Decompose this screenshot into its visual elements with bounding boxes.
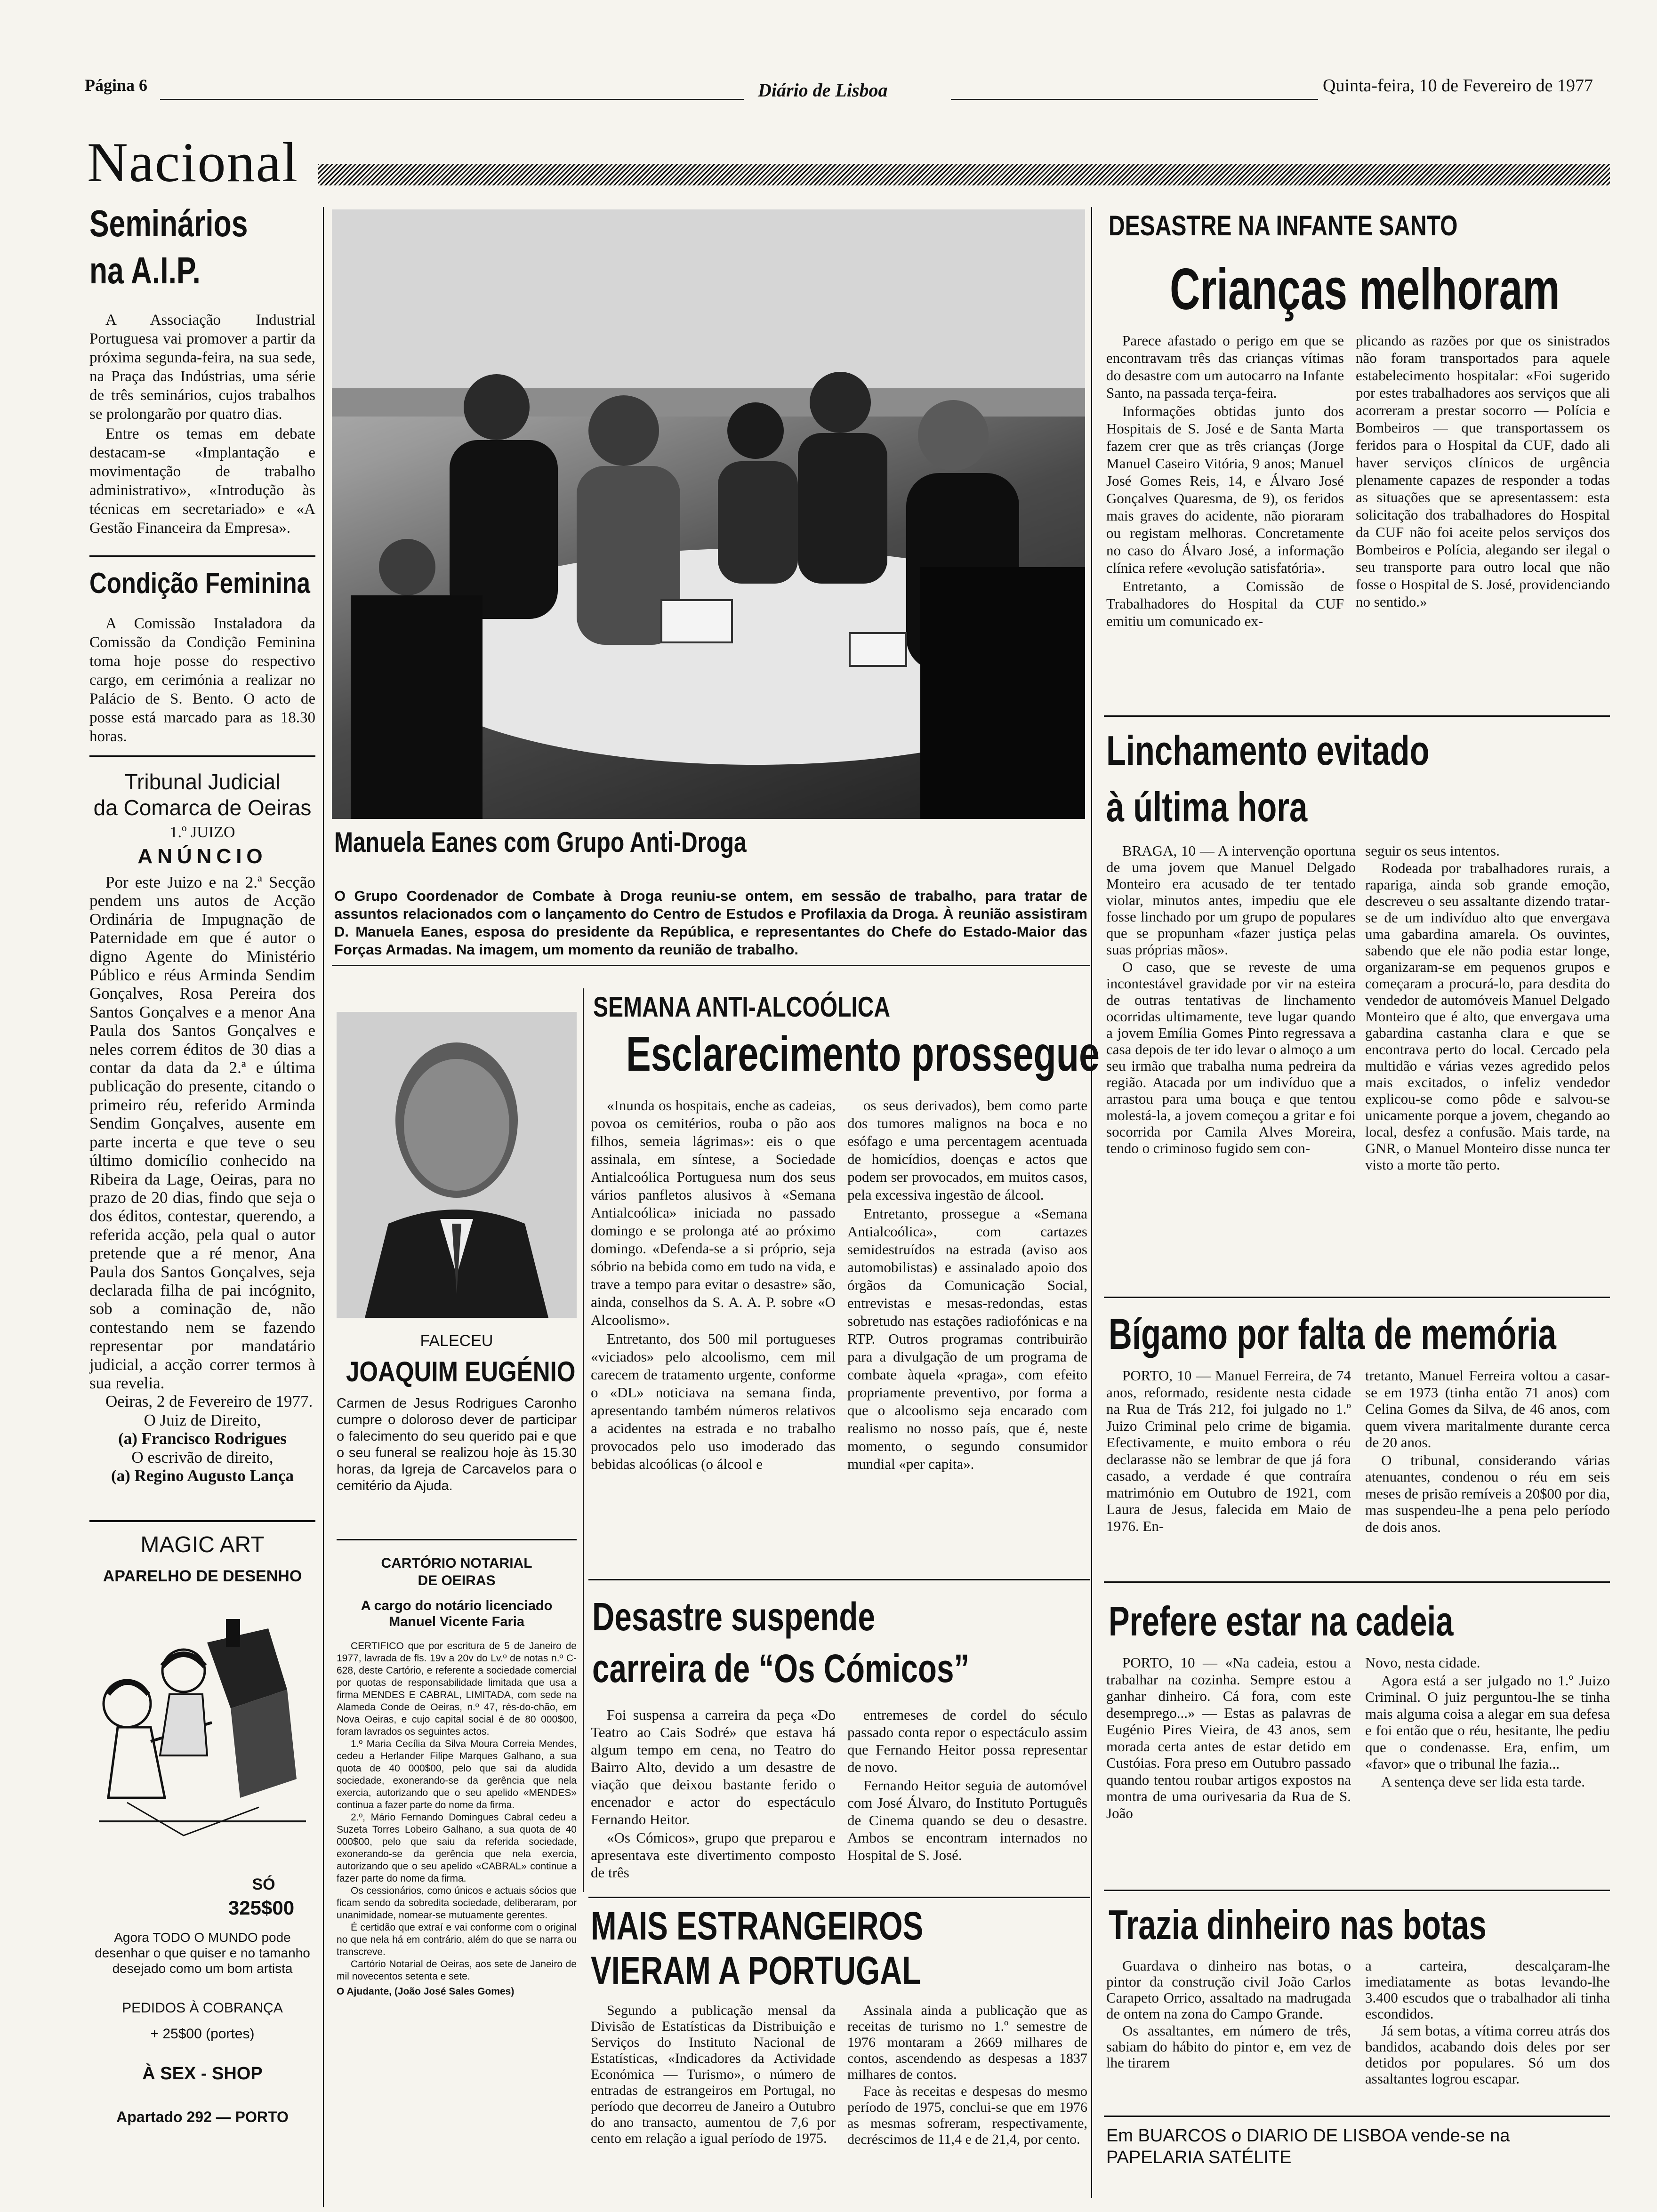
seminarios-body bbox=[89, 311, 315, 538]
masthead-rule-left bbox=[160, 99, 744, 100]
column-rule-3 bbox=[1091, 207, 1092, 2198]
tribunal-paragraph: Por este Juizo e na 2.ª Secção pendem uns autos de Acção Ordinária de Impugnação de Paternidade em que é autor o digno Agente do Ministério Público e réus Arminda Sendim Gonçalves, Rosa Pereira dos Santos Gonçalves e a menor Ana Paula dos Santos Gonçalves e neles correm éditos de 30 dias a contar da data da 2.ª e última publicação do presente, citando o primeiro réu, referido Arminda Sendim Gonçalves, ausente em parte incerta e que teve o seu último domicílio conhecido na Ribeira da Lage, Oeiras, para no prazo de 20 dias, findo que seja o dos éditos, contestar, querendo, a referida acção, pela qual o autor pretende que a ré menor, Ana Paula dos Santos Gonçalves, seja declarada filha de pai incógnito, sob a cominação de, não contestando nem se fazendo representar por mandatário judicial, a acção correr termos à sua revelia. bbox=[89, 873, 315, 1392]
bigamo-col1 bbox=[1106, 1367, 1351, 1535]
tribunal-date: Oeiras, 2 de Fevereiro de 1977. bbox=[105, 1392, 313, 1411]
comicos-paragraph: Fernando Heitor seguia de automóvel com José Álvaro, do Instituto Português de Cinema quando se deu o desastre. Ambos se encontram internados no Hospital de S. José. bbox=[847, 1777, 1087, 1863]
linchamento-headline-2: à última hora bbox=[1106, 784, 1308, 830]
section-title: Nacional bbox=[87, 131, 299, 193]
ad-shop: À SEX - SHOP bbox=[142, 2064, 263, 2084]
meeting-photo bbox=[332, 209, 1085, 819]
masthead-date: Quinta-feira, 10 de Fevereiro de 1977 bbox=[1323, 76, 1593, 96]
semana-paragraph: Entretanto, dos 500 mil portugueses «viciados» pelo alcoolismo, cem mil carecem de tratamento urgente, conforme o «DL» noticiava na semana finda, apresentando também números relativos a acidentes na estrada e no trabalho provocados pelo uso imoderado das bebidas alcoólicas (o álcool e bbox=[591, 1330, 836, 1472]
tribunal-juizo: 1.º JUIZO bbox=[169, 824, 235, 841]
infante-col1 bbox=[1106, 332, 1344, 631]
botas-headline: Trazia dinheiro nas botas bbox=[1109, 1901, 1487, 1948]
botas-paragraph: a carteira, descalçaram-lhe imediatamente as botas levando-lhe 3.400 escudos que o trabalhador ali tinha escondidos. bbox=[1365, 1957, 1610, 2022]
seminarios-headline-1: Seminários bbox=[89, 202, 248, 244]
seminarios-paragraph: A Associação Industrial Portuguesa vai promover a partir da próxima segunda-feira, na sua sede, na Praça das Indústrias, uma série de três seminários, cujos trabalhos se prolongarão por quatro dias. bbox=[89, 312, 315, 423]
footer-notice: Em BUARCOS o DIARIO DE LISBOA vende-se na PAPELARIA SATÉLITE bbox=[1106, 2126, 1510, 2167]
divider-photo bbox=[332, 965, 1090, 966]
ad-subtitle: APARELHO DE DESENHO bbox=[103, 1567, 302, 1585]
cadeia-headline: Prefere estar na cadeia bbox=[1109, 1598, 1454, 1644]
linchamento-paragraph: Rodeada por trabalhadores rurais, a rapariga, ainda sob grande emoção, descreveu o seu assaltante dizendo tratar-se de um indivíduo alto que envergava uma gabardina amarela. Os ouvintes, sabendo que ele não podia estar longe, organizaram-se em pequenos grupos e começaram a procurá-lo, para desdita do vendedor de automóveis Manuel Delgado Monteiro que é alto, que envergava uma gabardina castanha clara e que se encontrava perto do local. Cercado pela multidão e várias vezes agredido pelos mais excitados, o infeliz vendedor explicou-se como pôde e salvou-se unicamente porque a jovem, chegando ao local, desfez a confusão. Mais tarde, na GNR, o Manuel Monteiro disse nunca ter visto a morte tão perto. bbox=[1365, 860, 1610, 1173]
condicao-headline: Condição Feminina bbox=[89, 567, 310, 600]
seminarios-headline-2: na A.I.P. bbox=[89, 249, 201, 291]
semana-col1 bbox=[591, 1097, 836, 1474]
bigamo-paragraph: O tribunal, considerando várias atenuantes, condenou o réu em seis meses de prisão remíveis a 20$00 por dia, mas suspendeu-lhe a pena pelo período de dois anos. bbox=[1365, 1451, 1610, 1535]
tribunal-title-1: Tribunal Judicial bbox=[124, 769, 281, 794]
ad-text: Agora TODO O MUNDO pode desenhar o que quiser e no tamanho desejado como um bom artista bbox=[95, 1930, 310, 1976]
ad-price: 325$00 bbox=[228, 1897, 295, 1919]
bigamo-paragraph: PORTO, 10 — Manuel Ferreira, de 74 anos, reformado, residente nesta cidade na Rua de Trás 212, foi julgado no 1.º Juizo Criminal pelo crime de bigamia. Efectivamente, e muito embora o réu declarasse não se lembrar de que já fora casado, a verdade é que contraíra matrimónio em Outubro de 1921, com Laura de Jesus, falecida em Maio de 1976. En- bbox=[1106, 1367, 1351, 1534]
obituary-name: JOAQUIM EUGÉNIO bbox=[346, 1356, 576, 1387]
divider-obituary bbox=[337, 1539, 577, 1540]
tribunal-anuncio: ANÚNCIO bbox=[137, 845, 267, 868]
estrangeiros-paragraph: Assinala ainda a publicação que as receitas de turismo no 1.º semestre de 1976 montaram a 2669 milhares de contos, ascendendo as despesas a 1837 milhares de contos. bbox=[847, 2003, 1087, 2082]
estrangeiros-headline-1: MAIS ESTRANGEIROS bbox=[591, 1904, 924, 1948]
cartorio-paragraph: Os cessionários, como únicos e actuais sócios que ficam sendo da sobredita sociedade, deliberaram, por unanimidade, nomear-se mutuamente gerentes. bbox=[337, 1885, 577, 1921]
page-number: Página 6 bbox=[85, 76, 148, 95]
botas-paragraph: Já sem botas, a vítima correu atrás dos bandidos, acabando dois deles por ser detidos por populares. Só um dos assaltantes logrou escapar. bbox=[1365, 2022, 1610, 2087]
cartorio-paragraph: É certidão que extraí e vai conforme com o original no que nela há em contrário, além do que se narra ou transcreve. bbox=[337, 1922, 577, 1957]
linchamento-col2 bbox=[1365, 842, 1610, 1174]
tribunal-body bbox=[89, 873, 315, 1485]
divider-seminarios bbox=[89, 555, 315, 557]
bigamo-col2 bbox=[1365, 1367, 1610, 1536]
semana-paragraph: «Inunda os hospitais, enche as cadeias, povoa os cemitérios, rouba o pão aos filhos, semeia lágrimas»: eis o que assinala, em síntese, a Sociedade Antialcoólica Portuguesa num dos seus vários panfletos alusivos à «Semana Antialcoólica» iniciada no passado domingo e se prolonga até ao próximo domingo. «Defenda-se a si próprio, seja sóbrio na bebida como em tudo na vida, e trave a tempo para evitar o desastre» são, ainda, conselhos da S. A. A. P. sobre «O Alcoolismo». bbox=[591, 1097, 836, 1328]
tribunal-sig2-name: (a) Regino Augusto Lança bbox=[111, 1467, 294, 1485]
semana-paragraph: Entretanto, prossegue a «Semana Antialcoólica», com cartazes semidestruídos na estrada (aviso aos automobilistas) e assinalado apoio dos órgãos da Comunicação Social, entrevistas e mesas-redondas, estas sobretudo nas estações radiofónicas e na RTP. Outros programas contribuirão para a divulgação de um programa de combate àquela «praga», com efeito propriamente preventivo, por forma a que o alcoolismo seja encarado com realismo no nosso país, que é, neste momento, o segundo consumidor mundial «per capita». bbox=[847, 1205, 1087, 1472]
comicos-headline-2: carreira de “Os Cómicos” bbox=[592, 1646, 970, 1691]
ad-so: SÓ bbox=[252, 1875, 275, 1893]
cartorio-subtitle: A cargo do notário licenciado Manuel Vicente Faria bbox=[361, 1598, 553, 1629]
cadeia-paragraph: A sentença deve ser lida esta tarde. bbox=[1381, 1773, 1585, 1790]
cadeia-paragraph: Agora está a ser julgado no 1.º Juizo Criminal. O juiz perguntou-lhe se tinha mais alguma coisa a alegar em sua defesa e foi então que o réu, hesitante, lhe pediu que o condenasse. Era, enfim, um «favor» que o tribunal lhe fazia... bbox=[1365, 1672, 1610, 1772]
ad-order: PEDIDOS À COBRANÇA bbox=[122, 2000, 283, 2016]
botas-col1 bbox=[1106, 1958, 1351, 2072]
estrangeiros-col2 bbox=[847, 2003, 1087, 2148]
comicos-paragraph: entremeses de cordel do século passado conta repor o espectáculo assim que Fernando Heitor possa representar de novo. bbox=[847, 1707, 1087, 1775]
bigamo-paragraph: tretanto, Manuel Ferreira voltou a casar-se em 1973 (tinha então 71 anos) com Celina Gomes da Silva, de 46 anos, com quem vivera maritalmente durante cerca de 20 anos. bbox=[1365, 1367, 1610, 1451]
infante-kicker: DESASTRE NA INFANTE SANTO bbox=[1109, 210, 1458, 241]
tribunal-title-2: da Comarca de Oeiras bbox=[93, 795, 312, 820]
cartorio-paragraph: Cartório Notarial de Oeiras, aos sete de Janeiro de mil novecentos setenta e sete. bbox=[337, 1959, 577, 1982]
divider-tribunal bbox=[89, 1520, 315, 1522]
infante-col2 bbox=[1356, 332, 1610, 611]
photo-caption-title: Manuela Eanes com Grupo Anti-Droga bbox=[334, 826, 747, 858]
cartorio-signature: O Ajudante, (João José Sales Gomes) bbox=[337, 1986, 515, 1997]
infante-paragraph: plicando as razões por que os sinistrados não foram transportados para aquele estabelecimento hospitalar: «Foi sugerido por estes trabalhadores aos serviços que ali acorreram a prestar socorro — Polícia e Bombeiros — que transportassem os feridos para o Hospital da CUF, dado ali haver serviços clínicos de urgência plenamente capazes de responder a todas as situações que se apresentassem: esta solicitação dos trabalhadores do Hospital da CUF não foi aceite pelos serviços dos Bombeiros e Polícia, alegando ser ilegal o seu transporte para outro local que não fosse o Hospital de S. José, providenciando no sentido.» bbox=[1356, 332, 1610, 610]
divider-bigamo bbox=[1104, 1581, 1610, 1583]
cartorio-paragraph: 1.º Maria Cecília da Silva Moura Correia Mendes, cedeu a Herlander Filipe Marques Galhano, a sua quota de 40 000$00, pelo que sai da aludida sociedade, exonerando-se da gerência que nela exercia, autorizando que o seu apelido «MENDES» continua a fazer parte do nome da firma. bbox=[337, 1739, 577, 1811]
botas-paragraph: Os assaltantes, em número de três, sabiam do hábito do pintor e, em vez de lhe tirarem bbox=[1106, 2022, 1351, 2071]
divider-semana bbox=[588, 1579, 1090, 1580]
estrangeiros-col1 bbox=[591, 2003, 836, 2148]
divider-botas bbox=[1104, 2116, 1610, 2117]
infante-paragraph: Informações obtidas junto dos Hospitais de S. José e de Santa Marta fazem crer que as três crianças (Jorge Manuel Caseiro Vitória, 9 anos; Manuel José Gomes Reis, 14, e Álvaro José Gonçalves Quaresma, de 9), os feridos mais graves do acidente, não pioraram ou registam melhoras. Concretamente no caso do Álvaro José, a informação clínica refere «evolução satisfatória». bbox=[1106, 403, 1344, 576]
linchamento-headline-1: Linchamento evitado bbox=[1106, 727, 1430, 774]
cartorio-paragraph: 2.º, Mário Fernando Domingues Cabral cedeu a Suzeta Torres Lobeiro Galhano, a sua quota de 40 000$00, pelo que saiu da referida sociedade, exonerando-se da gerência que nela exercia, autorizando que o seu apelido «CABRAL» continue a fazer parte do nome da firma. bbox=[337, 1812, 577, 1884]
bigamo-headline: Bígamo por falta de memória bbox=[1109, 1310, 1556, 1358]
seminarios-paragraph: Entre os temas em debate destacam-se «Implantação e movimentação de trabalho administrativo», «Introdução às técnicas em secretariado» e «A Gestão Financeira da Empresa». bbox=[89, 425, 315, 537]
linchamento-paragraph: seguir os seus intentos. bbox=[1365, 842, 1500, 859]
infante-paragraph: Parece afastado o perigo em que se encontravam três das crianças vítimas do desastre com um autocarro na Infante Santo, na passada terça-feira. bbox=[1106, 332, 1344, 401]
tribunal-sig2-role: O escrivão de direito, bbox=[131, 1448, 273, 1467]
botas-col2 bbox=[1365, 1958, 1610, 2088]
cartorio-body bbox=[337, 1640, 577, 1998]
section-hatch bbox=[318, 164, 1610, 185]
masthead-title: Diário de Lisboa bbox=[758, 80, 888, 101]
obituary-text: Carmen de Jesus Rodrigues Caronho cumpre o doloroso dever de participar o falecimento do seu querido pai e que o seu funeral se realizou hoje às 15.30 horas, da Igreja de Carcavelos para o cemitério da Ajuda. bbox=[337, 1396, 577, 1493]
comicos-paragraph: Foi suspensa a carreira da peça «Do Teatro ao Cais Sodré» que estava há algum tempo em cena, no Teatro do Bairro Alto, devido a um desastre de viação que deixou bastante ferido o encenador e actor do espectáculo Fernando Heitor. bbox=[591, 1707, 836, 1827]
botas-paragraph: Guardava o dinheiro nas botas, o pintor da construção civil João Carlos Carapeto Orrico, assaltado na madrugada de ontem na zona do Campo Grande. bbox=[1106, 1957, 1351, 2022]
cadeia-col2 bbox=[1365, 1654, 1610, 1791]
divider-cadeia bbox=[1104, 1890, 1610, 1891]
photo-caption-text: O Grupo Coordenador de Combate à Droga reuniu-se ontem, em sessão de trabalho, para tratar de assuntos relacionados com o lançamento do Centro de Estudos e Profilaxia da Droga. À reunião assistiram D. Manuela Eanes, esposa do presidente da República, e representantes do Chefe do Estado-Maior das Forças Armadas. Na imagem, um momento da reunião de trabalho. bbox=[334, 888, 1087, 958]
linchamento-paragraph: O caso, que se reveste de uma incontestável gravidade por vir na esteira de outras tentativas de linchamento ocorridas ultimamente, teve lugar quando a jovem Emília Gomes Pinto regressava a casa depois de ter ido levar o almoço a um seu irmão que trabalha numa pedreira da região. Atacada por um indivíduo que a arrastou para uma bouça e que tentou molestá-la, a jovem começou a gritar e foi socorrida por Camila Alves Moreira, tendo o criminoso fugido sem con- bbox=[1106, 959, 1356, 1156]
column-rule-2 bbox=[583, 988, 584, 1892]
cartorio-paragraph: CERTIFICO que por escritura de 5 de Janeiro de 1977, lavrada de fls. 19v a 20v do Lv.º de notas n.º C-628, deste Cartório, e referente a sociedade comercial por quotas de responsabilidade limitada que usa a firma MENDES E CABRAL, LIMITADA, com sede na Alameda Conde de Oeiras, n.º 47, rés-do-chão, em Nova Oeiras, e cujo capital social é de 80 000$00, foram lavrados os seguintes actos. bbox=[337, 1641, 577, 1737]
divider-comicos bbox=[588, 1897, 1090, 1898]
condicao-paragraph: A Comissão Instaladora da Comissão da Condição Feminina toma hoje posse do respectivo cargo, em cerimónia a realizar no Palácio de S. Bento. O acto de posse está marcado para as 18.30 horas. bbox=[89, 615, 315, 745]
infante-headline: Crianças melhoram bbox=[1170, 257, 1560, 322]
divider-condicao bbox=[89, 755, 315, 757]
cadeia-col1 bbox=[1106, 1654, 1351, 1822]
comicos-headline-1: Desastre suspende bbox=[592, 1595, 875, 1639]
meeting-photo-figures bbox=[332, 209, 1085, 819]
ad-title: MAGIC ART bbox=[140, 1532, 265, 1557]
obituary-faleceu: FALECEU bbox=[420, 1332, 493, 1350]
divider-infante bbox=[1104, 715, 1610, 717]
ad-postage: + 25$00 (portes) bbox=[150, 2026, 255, 2042]
ad-address: Apartado 292 — PORTO bbox=[116, 2108, 289, 2125]
linchamento-col1 bbox=[1106, 842, 1356, 1157]
semana-col2 bbox=[847, 1097, 1087, 1474]
semana-paragraph: os seus derivados), bem como parte dos tumores malignos na boca e no esófago e uma percentagem acentuada de homicídios, doenças e actos que podem ser provocados, em muitos casos, pela excessiva ingestão de álcool. bbox=[847, 1097, 1087, 1203]
obituary-portrait bbox=[337, 1012, 577, 1318]
column-rule-1 bbox=[323, 207, 324, 2207]
tribunal-sig1-name: (a) Francisco Rodrigues bbox=[118, 1429, 287, 1448]
masthead-rule-right bbox=[951, 99, 1318, 100]
divider-linchamento bbox=[1104, 1297, 1610, 1298]
condicao-body bbox=[89, 614, 315, 747]
tribunal-sig1-role: O Juiz de Direito, bbox=[144, 1411, 261, 1429]
comicos-col1 bbox=[591, 1706, 836, 1882]
semana-headline: Esclarecimento prossegue bbox=[626, 1027, 1100, 1082]
estrangeiros-paragraph: Segundo a publicação mensal da Divisão de Estatísticas da Distribuição e Serviços do Instituto Nacional de Estatísticas, «Indicadores da Actividade Económica — Turismo», o número de entradas de estrangeiros em Portugal, no período que decorreu de Janeiro a Outubro do ano transacto, aumentou de 7,6 por cento em relação a igual período de 1975. bbox=[591, 2003, 836, 2146]
cartorio-title-2: DE OEIRAS bbox=[418, 1573, 496, 1588]
cadeia-paragraph: PORTO, 10 — «Na cadeia, estou a trabalhar na cozinha. Sempre estou a ganhar dinheiro. Cá fora, com este desemprego...» — Estas as palavras de Eugénio Pires Vieira, de 43 anos, sem morada certa antes de estar detido em Custóias. Fora preso em Outubro passado quando tentou roubar artigos expostos na montra de uma ourivesaria da Rua de S. João bbox=[1106, 1654, 1351, 1821]
comicos-col2 bbox=[847, 1706, 1087, 1865]
semana-kicker: SEMANA ANTI-ALCOÓLICA bbox=[593, 991, 891, 1023]
cadeia-paragraph: Novo, nesta cidade. bbox=[1365, 1654, 1480, 1671]
ad-drawing-illustration bbox=[89, 1600, 315, 1864]
comicos-paragraph: «Os Cómicos», grupo que preparou e apresentava este divertimento composto de três bbox=[591, 1829, 836, 1881]
estrangeiros-headline-2: VIERAM A PORTUGAL bbox=[591, 1948, 921, 1993]
portrait-figure bbox=[337, 1012, 577, 1318]
estrangeiros-paragraph: Face às receitas e despesas do mesmo período de 1975, conclui-se que em 1976 as mesmas sofreram, respectivamente, decréscimos de 11,4 e de 21,4, por cento. bbox=[847, 2084, 1087, 2147]
cartorio-title-1: CARTÓRIO NOTARIAL bbox=[381, 1555, 532, 1571]
infante-paragraph: Entretanto, a Comissão de Trabalhadores do Hospital da CUF emitiu um comunicado ex- bbox=[1106, 578, 1344, 629]
linchamento-paragraph: BRAGA, 10 — A intervenção oportuna de uma jovem que Manuel Delgado Monteiro era acusado de ter tentado violar, minutos antes, impediu que ele fosse linchado por um grupo de populares que se propunham «fazer justiça pelas suas próprias mãos». bbox=[1106, 842, 1356, 958]
